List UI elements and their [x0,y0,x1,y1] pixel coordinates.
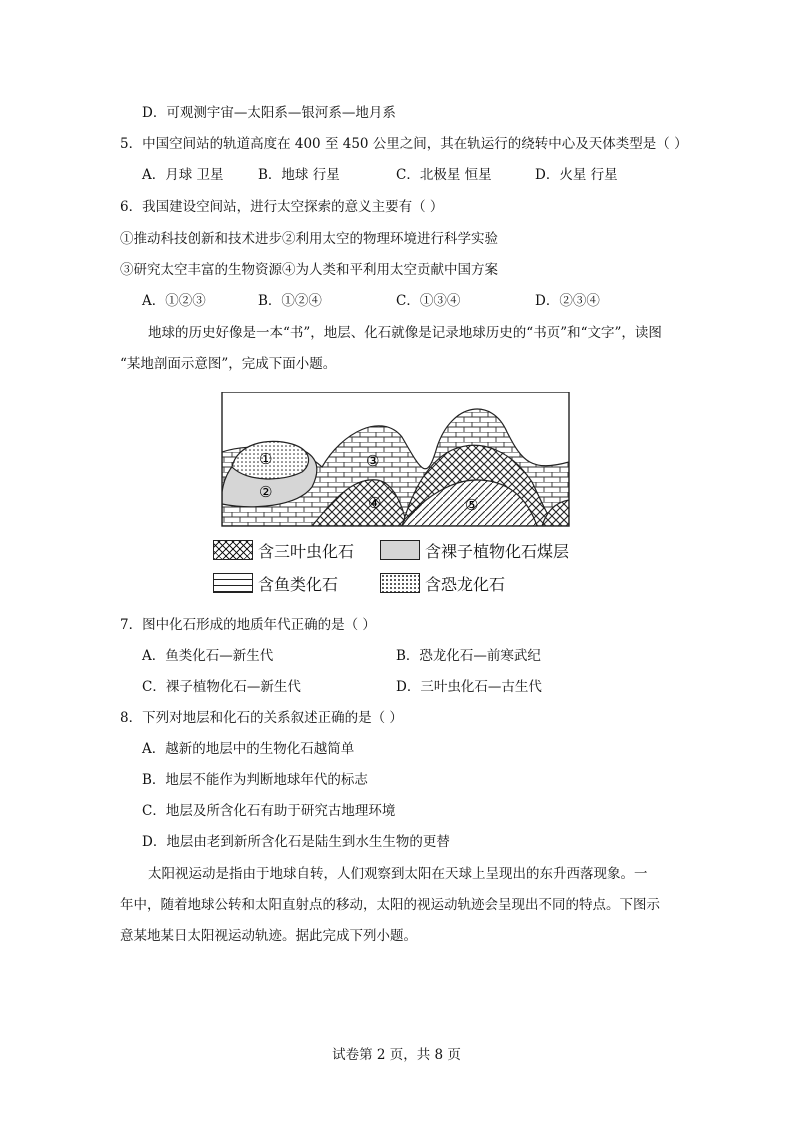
q5-option-b: B．地球 行星 [258,167,340,183]
q8-option-a: A．越新的地层中的生物化石越简单 [142,741,355,757]
q8-stem: 8．下列对地层和化石的关系叙述正确的是（ ） [120,710,403,726]
legend-trilobite: 含三叶虫化石 [258,542,355,561]
q6-statement-line-2: ③研究太空丰富的生物资源④为人类和平利用太空贡献中国方案 [120,262,498,278]
legend-swatch-dinosaur [380,573,420,593]
q7-option-c: C．裸子植物化石—新生代 [142,679,301,695]
label-5: ⑤ [465,496,479,514]
q6-stem: 6．我国建设空间站，进行太空探索的意义主要有（ ） [120,199,444,215]
q5-option-c: C．北极星 恒星 [396,167,492,183]
q7-option-b: B．恐龙化石—前寒武纪 [396,648,541,664]
passage-1-line-2: “某地剖面示意图”，完成下面小题。 [120,356,337,372]
label-4: ④ [368,494,382,512]
label-3: ③ [366,452,380,470]
q6-option-b: B．①②④ [258,293,322,309]
geologic-profile-figure [212,392,572,596]
q7-option-d: D．三叶虫化石—古生代 [396,679,542,695]
legend-dinosaur: 含恐龙化石 [425,575,506,594]
legend-gymnosperm: 含裸子植物化石煤层 [425,542,570,561]
passage-2-line-2: 年中，随着地球公转和太阳直射点的移动，太阳的视运动轨迹会呈现出不同的特点。下图示 [120,897,660,913]
q5-option-d: D．火星 行星 [535,167,618,183]
legend-swatch-fish [213,573,253,593]
q7-stem: 7．图中化石形成的地质年代正确的是（ ） [120,617,376,633]
label-2: ② [259,483,273,501]
label-1: ① [259,450,273,468]
profile-svg [212,392,572,592]
q8-option-b: B．地层不能作为判断地球年代的标志 [142,772,368,788]
legend-fish: 含鱼类化石 [258,575,339,594]
legend-swatch-gymnosperm [380,540,420,560]
q8-option-d: D．地层由老到新所含化石是陆生到水生生物的更替 [142,834,450,850]
page-footer: 试卷第 2 页，共 8 页 [332,1047,461,1063]
q6-option-d: D．②③④ [535,293,600,309]
q7-option-a: A．鱼类化石—新生代 [142,648,274,664]
q5-stem: 5．中国空间站的轨道高度在 400 至 450 公里之间，其在轨运行的绕转中心及天体类型是（ ） [120,136,688,152]
legend-swatch-trilobite [213,540,253,560]
q8-option-c: C．地层及所含化石有助于研究古地理环境 [142,803,396,819]
q5-option-a: A．月球 卫星 [142,167,224,183]
q6-option-c: C．①③④ [396,293,461,309]
passage-2-line-3: 意某地某日太阳视运动轨迹。据此完成下列小题。 [120,928,417,944]
q6-option-a: A．①②③ [142,293,206,309]
q4-option-d: D．可观测宇宙—太阳系—银河系—地月系 [142,105,396,121]
passage-2-line-1: 太阳视运动是指由于地球自转，人们观察到太阳在天球上呈现出的东升西落现象。一 [148,866,648,882]
q6-statement-line-1: ①推动科技创新和技术进步②利用太空的物理环境进行科学实验 [120,231,498,247]
passage-1-line-1: 地球的历史好像是一本“书”，地层、化石就像是记录地球历史的“书页”和“文字”，读图 [148,325,662,341]
